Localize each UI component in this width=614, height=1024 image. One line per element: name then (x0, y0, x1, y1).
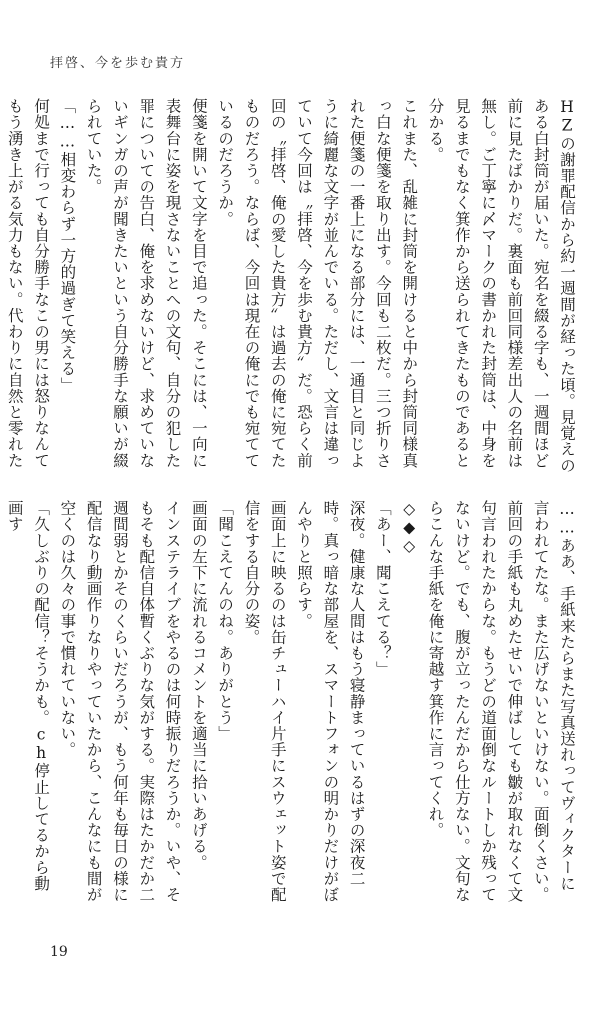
paragraph: 「久しぶりの配信？そうかも。ch停止してるから動画す (5, 500, 51, 892)
paragraph: 画面の左下に流れるコメントを適当に拾いあげる。 (189, 500, 208, 871)
paragraph: ◇◆◇ (400, 500, 419, 556)
paragraph: 深夜。健康な人間はもう寝静まっているはずの深夜二時。真っ暗な部屋を、スマートフォンの明かりだけがぼんやりと照らす。 (295, 500, 366, 903)
paragraph: 画面上に映るのは缶チューハイ片手にスウェット姿で配信をする自分の姿。 (242, 500, 287, 903)
paragraph: HZの謝罪配信から約一週間が経った頃。見覚えのある白封筒が届いた。宛名を綴る字も、一週間ほど前に見たばかりだ。裏面も前回同様差出人の名前は無し。ご丁寧に〆マークの書かれた封筒は、中身を見るまでもなく箕作から送られてきたものであると分かる。 (426, 98, 576, 474)
paragraph: 「聞こえてんのね。ありがとう」 (216, 500, 235, 742)
text-column-top (5, 98, 580, 483)
paragraph: 何処まで行っても自分勝手なこの男には怒りなんてもう湧き上がる気力もない。代わりに自然と零れた (5, 98, 51, 469)
paragraph: インステライブをやるのは何時振りだろうか。いや、そもそも配信自体暫くぶりな気がする。実際はたかだか二週間弱とかそのくらいだろうが、もう何年も毎日の様に配信なり動画作りなりやっていたから、こんなにも間が空くのは久々の事で慣れていない。 (58, 500, 182, 903)
paragraph: これまた、乱雑に封筒を開けると中から封筒同様真っ白な便箋を取り出す。今回も二枚だ。三つ折りされた便箋の一番上になる部分には、一通目と同じように綺麗な文字が並んでいる。ただし、文言は違っていて今回は〝拝啓、今を歩む貴方〟だ。恐らく前回の〝拝啓、俺の愛した貴方〟は過去の俺に宛てたものだろう。ならば、今回は現在の俺にでも宛てているのだろうか。 (216, 98, 419, 469)
running-header: 拝啓、今を歩む貴方 (50, 56, 186, 71)
paragraph: 便箋を開いて文字を目で追った。そこには、一向に表舞台に姿を現さないことへの文句、自分の犯した罪についての告白、俺を求めないけど、求めていないギンガの声が聞きたいという自分勝手な願いが綴られていた。 (84, 98, 208, 469)
paragraph: 「あー、聞こえてる？」 (373, 500, 392, 678)
page-number: 19 (50, 944, 68, 960)
text-column-bottom (5, 500, 580, 905)
paragraph: 「……相変わらず一方的過ぎて笑える」 (58, 98, 77, 393)
paragraph: ……ああ、手紙来たらまた写真送れってヴィクターに言われてたな。また広げないといけない。面倒くさい。前回の手紙も丸めたせいで伸ばしても皺が取れなくて文句言われたからな。もうどの道面倒なルートしか残ってないけど。でも、腹が立ったんだから仕方ない。文句ならこんな手紙を俺に寄越す箕作に言ってくれ。 (426, 500, 576, 903)
